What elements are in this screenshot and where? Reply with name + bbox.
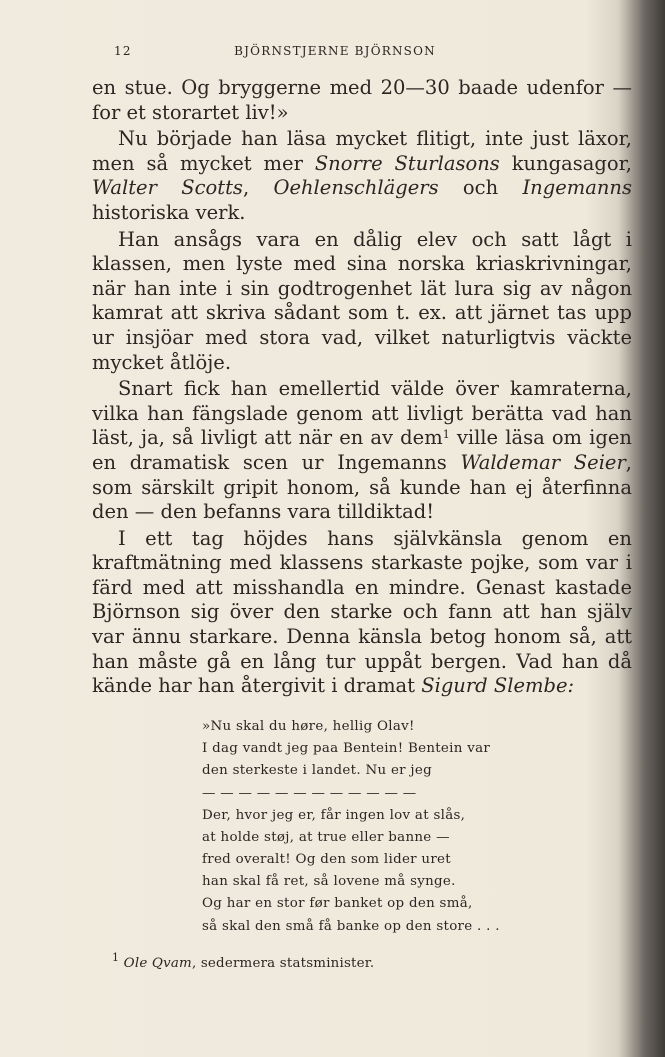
paragraph [92,377,632,525]
italic-title: Sigurd Slembe: [421,674,575,698]
body-text [92,76,632,699]
poem-line: den sterkeste i landet. Nu er jeg [202,763,432,779]
paragraph [92,127,632,225]
footnote-reference: 1 [442,428,450,442]
italic-title: Walter Scotts [92,176,243,200]
text-run: en stue. Og bryggerne med 20—30 baade udenfor — for et storartet liv!» [92,76,632,124]
poem-line: at holde støj, at true eller banne — [202,829,450,845]
poem-line: Der, hvor jeg er, får ingen lov at slås, [202,807,466,823]
text-run: Snart fick han emellertid välde över kamraterna, vilka han fängslade genom att livligt berätta vad han läst, ja, så livligt att när en av dem [92,377,632,450]
footnote-marker: 1 [112,951,120,964]
text-run: , som särskilt gripit honom, så kunde han ej återfinna den — den befanns vara tilldiktad! [92,450,632,524]
poem-line: så skal den små få banke op den store . . . [202,918,500,934]
text-run: ville läsa om igen en dramatisk scen ur Ingemanns [92,426,632,474]
poem-excerpt [202,716,542,938]
paragraph [92,527,632,699]
poem-line: I dag vandt jeg paa Bentein! Bentein var [202,741,491,757]
text-run: historiska verk. [92,200,246,224]
poem-stanza-2 [202,805,542,938]
text-run: , [242,176,274,200]
footnote [112,951,552,973]
text-run: I ett tag höjdes hans självkänsla genom en kraftmätning med klassens starkaste pojke, som var i färd med att misshandla en mindre. Genast kastade Björnson sig över den starke och fann att han själv var ännu starkare. Denna känsla betog honom så, att han måste gå en lång tur uppåt bergen. Vad han då kände har han återgivit i dramat [92,526,632,698]
poem-line: fred overalt! Og den som lider uret [202,852,451,868]
page-number: 12 [114,44,132,58]
footnote-text: , sedermera statsminister. [191,956,375,971]
footnote-name: Ole Qvam [123,956,192,971]
running-head: BJÖRNSTJERNE BJÖRNSON [234,44,436,58]
poem-line: Og har en stor før banket op den små, [202,896,473,912]
italic-title: Waldemar Seier [460,450,626,474]
text-run: kungasagor, [499,151,632,175]
text-run: Nu började han läsa mycket flitigt, inte just läxor, men så mycket mer [92,127,632,175]
paragraph [92,228,632,376]
text-run: Han ansågs vara en dålig elev och satt lågt i klassen, men lyste med sina norska kriaskrivningar, när han inte i sin godtrogenhet lät lura sig av någon kamrat att skriva sådant som t. ex. att järnet tas upp ur insjöar med stora vad, vilket naturligtvis väckte mycket åtlöje. [92,227,632,374]
page-header [0,44,665,64]
poem-line: han skal få ret, så lovene må synge. [202,874,456,890]
poem-line: »Nu skal du høre, hellig Olav! [202,719,415,734]
italic-title: Oehlenschlägers [273,176,439,200]
poem-separator: — — — — — — — — — — — — [202,785,417,801]
paragraph [92,76,632,125]
poem-stanza-1 [202,716,542,783]
italic-title: Snorre Sturlasons [314,151,500,175]
text-run: och [438,176,523,200]
italic-title: Ingemanns [522,176,632,200]
